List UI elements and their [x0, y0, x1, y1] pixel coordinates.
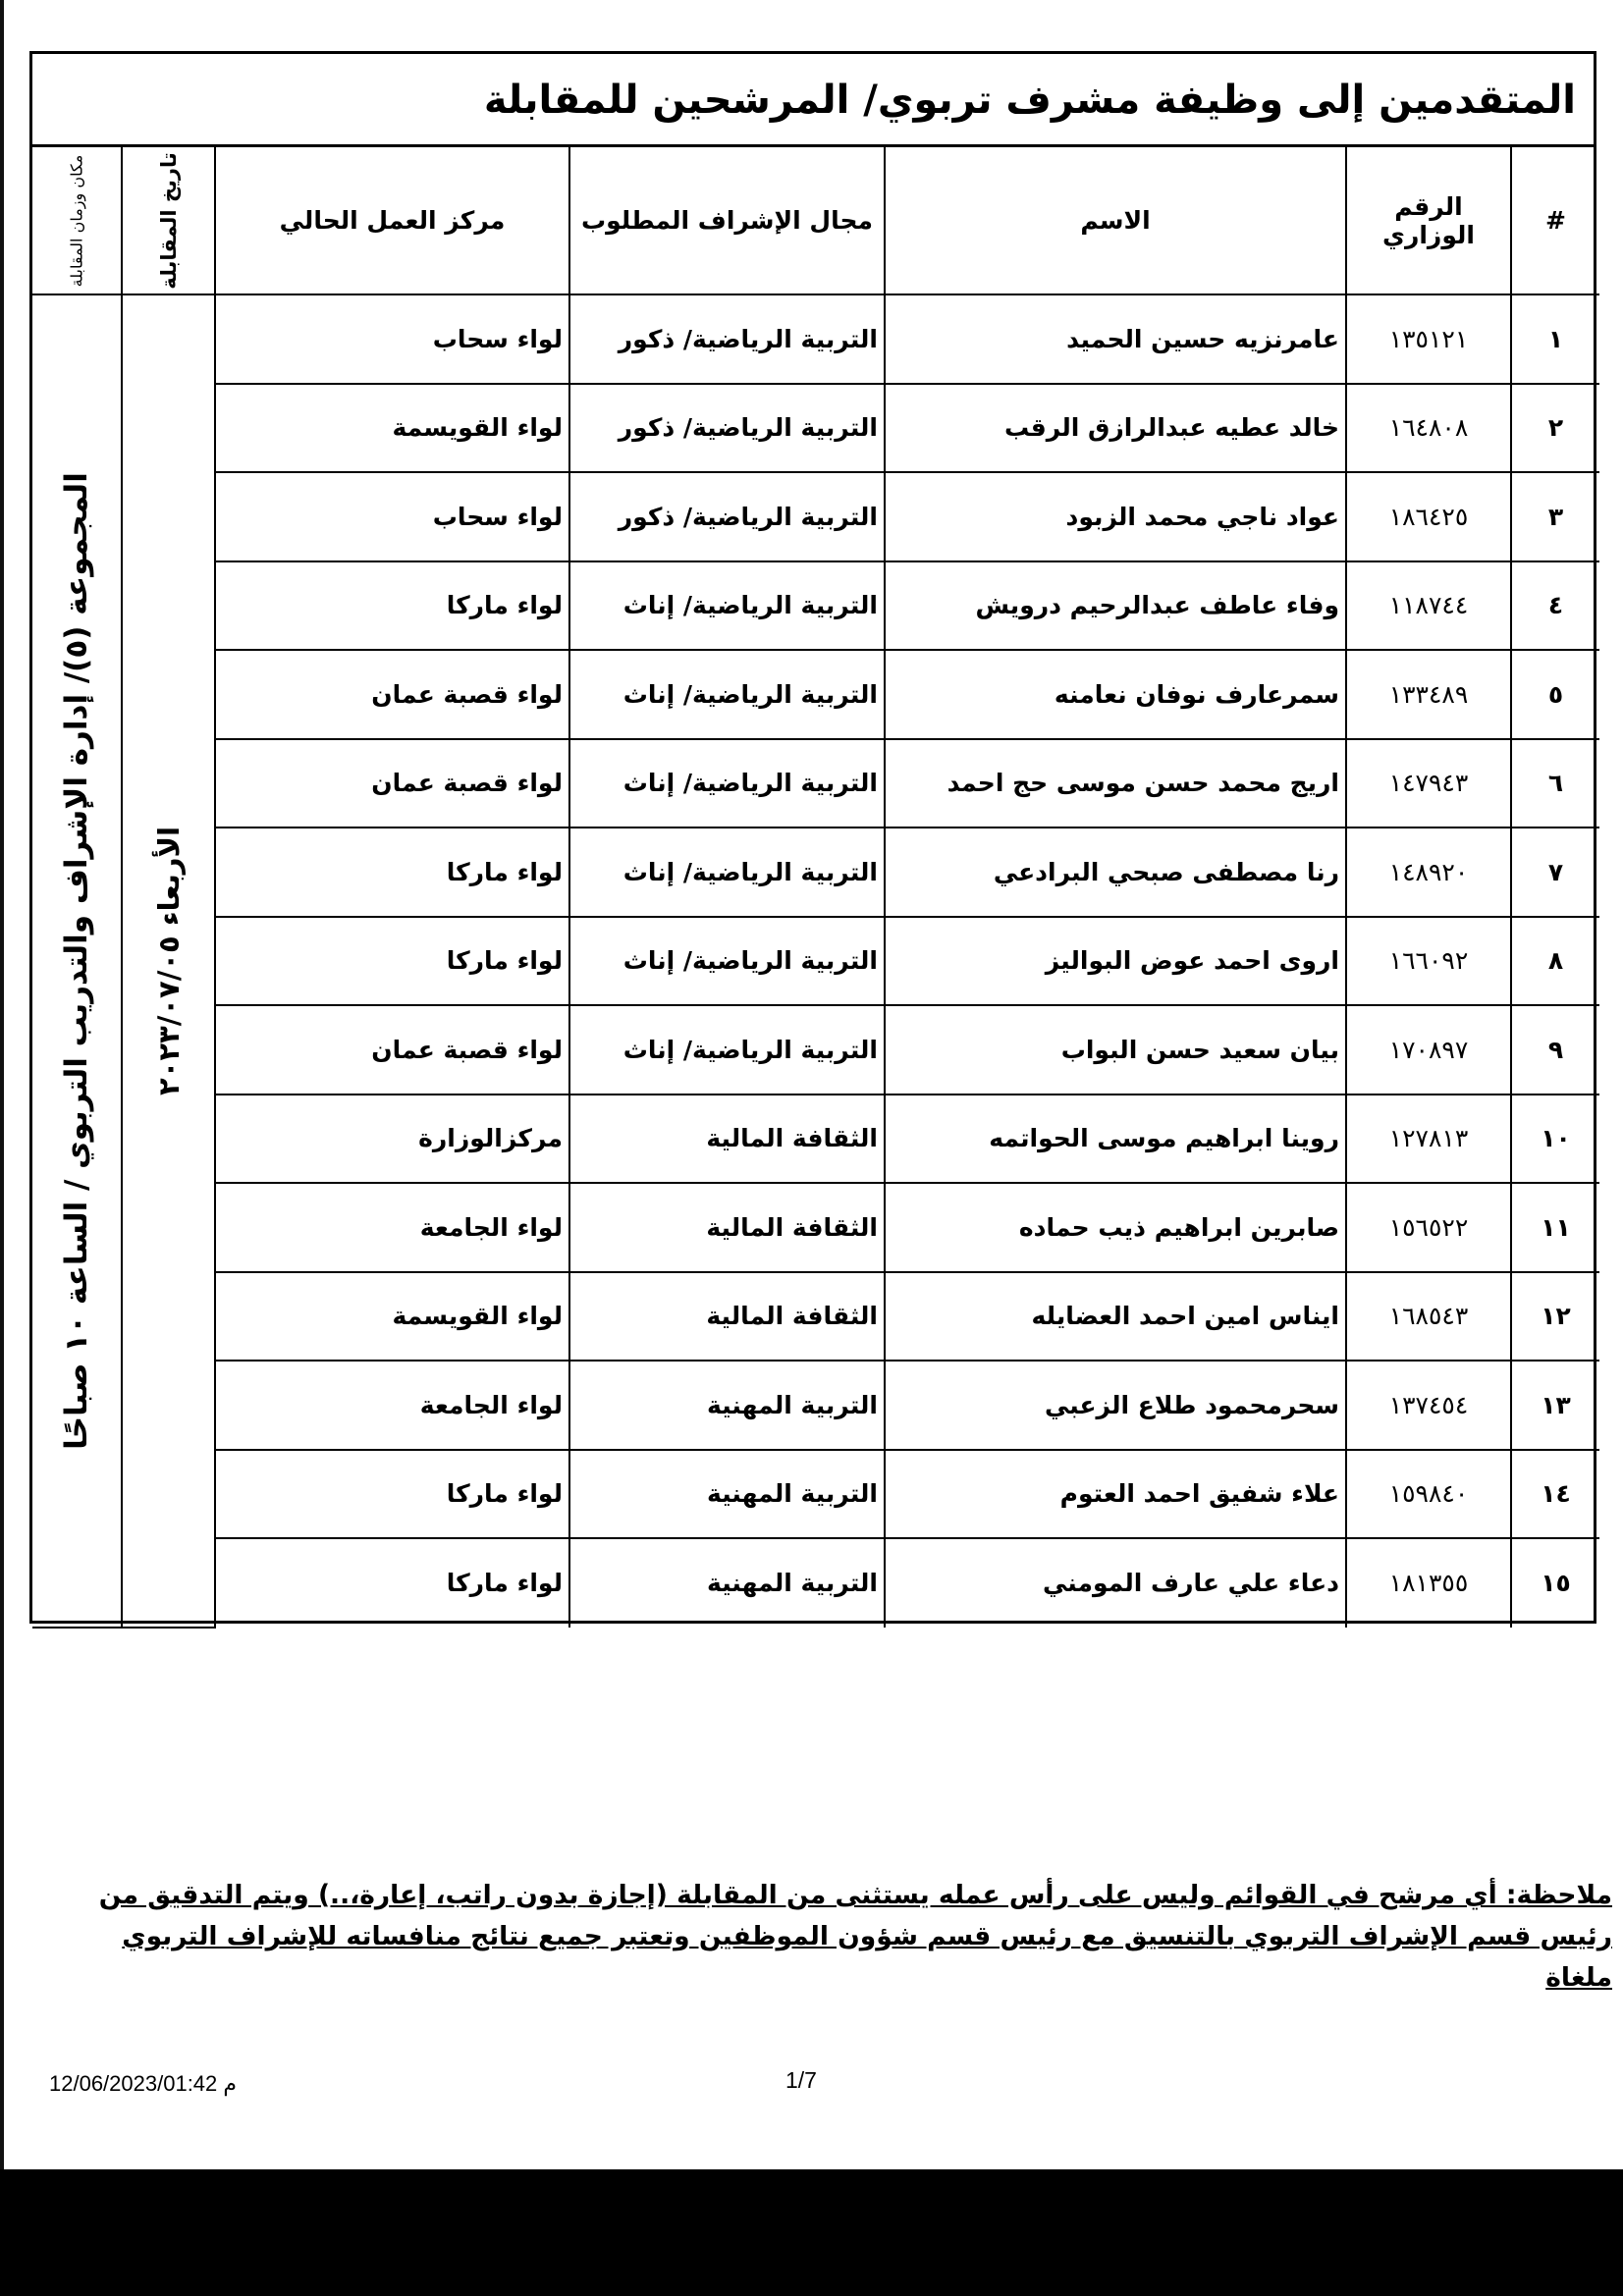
header-workplace: مركز العمل الحالي	[215, 147, 569, 294]
row-ministry-id: ١٥٦٥٢٢	[1346, 1183, 1511, 1272]
table-row	[32, 1005, 1599, 1095]
row-workplace: لواء القويسمة	[215, 384, 569, 473]
row-name: دعاء علي عارف المومني	[885, 1538, 1346, 1628]
row-field: التربية الرياضية/ إناث	[569, 1005, 885, 1095]
row-num: ٥	[1511, 650, 1599, 739]
row-name: رنا مصطفى صبحي البرادعي	[885, 828, 1346, 917]
row-field: التربية الرياضية/ ذكور	[569, 294, 885, 384]
row-workplace: لواء الجامعة	[215, 1361, 569, 1450]
table-row	[32, 828, 1599, 917]
row-workplace: مركزالوزارة	[215, 1095, 569, 1184]
row-field: التربية المهنية	[569, 1538, 885, 1628]
row-name: عامرنزيه حسين الحميد	[885, 294, 1346, 384]
row-ministry-id: ١٦٤٨٠٨	[1346, 384, 1511, 473]
scan-edge	[0, 0, 4, 2296]
page-number: 1/7	[785, 2067, 817, 2093]
row-field: الثقافة المالية	[569, 1183, 885, 1272]
table-row	[32, 1272, 1599, 1362]
row-workplace: لواء ماركا	[215, 828, 569, 917]
table-row	[32, 384, 1599, 473]
table-row	[32, 1538, 1599, 1628]
row-workplace: لواء قصبة عمان	[215, 650, 569, 739]
header-row	[32, 147, 1599, 294]
row-num: ٨	[1511, 917, 1599, 1006]
row-workplace: لواء القويسمة	[215, 1272, 569, 1362]
table-row	[32, 294, 1599, 384]
row-num: ١٢	[1511, 1272, 1599, 1362]
row-num: ١١	[1511, 1183, 1599, 1272]
row-ministry-id: ١٣٥١٢١	[1346, 294, 1511, 384]
row-ministry-id: ١٣٧٤٥٤	[1346, 1361, 1511, 1450]
row-field: التربية الرياضية/ إناث	[569, 739, 885, 828]
row-name: عواد ناجي محمد الزبود	[885, 472, 1346, 561]
row-name: روينا ابراهيم موسى الحواتمه	[885, 1095, 1346, 1184]
header-interview-date-cell	[122, 147, 215, 294]
row-num: ١	[1511, 294, 1599, 384]
note-paragraph: ملاحظة: أي مرشح في القوائم وليس على رأس عمله يستثنى من المقابلة (إجازة بدون راتب، إعارة،..) ويتم التدقيق من رئيس قسم الإشراف التربوي بالتنسيق مع رئيس قسم شؤون الموظفين وتعتبر جميع نتائج منافساته للإشراف التربوي ملغاة	[98, 1880, 1612, 1993]
row-workplace: لواء قصبة عمان	[215, 1005, 569, 1095]
table-row	[32, 739, 1599, 828]
row-name: ايناس امين احمد العضايله	[885, 1272, 1346, 1362]
row-ministry-id: ١٤٧٩٤٣	[1346, 739, 1511, 828]
row-ministry-id: ١٤٨٩٢٠	[1346, 828, 1511, 917]
candidates-frame	[29, 51, 1596, 1624]
row-num: ٤	[1511, 561, 1599, 651]
table-row	[32, 917, 1599, 1006]
table-row	[32, 561, 1599, 651]
row-field: التربية الرياضية/ إناث	[569, 828, 885, 917]
row-num: ١٥	[1511, 1538, 1599, 1628]
table-row	[32, 472, 1599, 561]
row-field: التربية الرياضية/ إناث	[569, 650, 885, 739]
row-ministry-id: ١١٨٧٤٤	[1346, 561, 1511, 651]
table-row	[32, 650, 1599, 739]
table-row	[32, 1095, 1599, 1184]
row-workplace: لواء ماركا	[215, 561, 569, 651]
row-ministry-id: ١٢٧٨١٣	[1346, 1095, 1511, 1184]
row-field: التربية الرياضية/ ذكور	[569, 472, 885, 561]
row-workplace: لواء ماركا	[215, 1450, 569, 1539]
row-num: ١٠	[1511, 1095, 1599, 1184]
row-num: ٩	[1511, 1005, 1599, 1095]
row-ministry-id: ١٦٨٥٤٣	[1346, 1272, 1511, 1362]
row-field: التربية الرياضية/ إناث	[569, 561, 885, 651]
row-num: ٣	[1511, 472, 1599, 561]
header-name: الاسم	[885, 147, 1346, 294]
interview-date: الأربعاء ٢٠٢٣/٠٧/٠٥	[151, 826, 186, 1095]
row-workplace: لواء قصبة عمان	[215, 739, 569, 828]
row-name: اريج محمد حسن موسى حج احمد	[885, 739, 1346, 828]
row-ministry-id: ١٨٦٤٢٥	[1346, 472, 1511, 561]
row-name: صابرين ابراهيم ذيب حماده	[885, 1183, 1346, 1272]
table-row	[32, 1450, 1599, 1539]
row-workplace: لواء الجامعة	[215, 1183, 569, 1272]
header-place-time-cell	[32, 147, 122, 294]
row-name: سمرعارف نوفان نعامنه	[885, 650, 1346, 739]
row-name: اروى احمد عوض البواليز	[885, 917, 1346, 1006]
header-interview-date: تاريخ المقابلة	[156, 151, 181, 290]
interview-date-cell	[122, 294, 215, 1628]
row-workplace: لواء ماركا	[215, 917, 569, 1006]
row-field: التربية المهنية	[569, 1450, 885, 1539]
row-name: سحرمحمود طلاع الزعبي	[885, 1361, 1346, 1450]
interview-place-time: المجموعة (٥)/ إدارة الإشراف والتدريب التربوي / الساعة ١٠ صباحًا	[59, 471, 94, 1450]
interview-place-time-cell	[32, 294, 122, 1628]
header-place-time: مكان وزمان المقابلة	[67, 154, 86, 287]
row-field: التربية الرياضية/ ذكور	[569, 384, 885, 473]
table-row	[32, 1361, 1599, 1450]
row-name: خالد عطيه عبدالرازق الرقب	[885, 384, 1346, 473]
row-ministry-id: ١٣٣٤٨٩	[1346, 650, 1511, 739]
row-field: التربية الرياضية/ إناث	[569, 917, 885, 1006]
header-ministry-id: الرقم الوزاري	[1346, 147, 1511, 294]
row-field: الثقافة المالية	[569, 1272, 885, 1362]
row-ministry-id: ١٧٠٨٩٧	[1346, 1005, 1511, 1095]
page-title: المتقدمين إلى وظيفة مشرف تربوي/ المرشحين للمقابلة	[32, 54, 1594, 147]
row-num: ١٤	[1511, 1450, 1599, 1539]
row-ministry-id: ١٥٩٨٤٠	[1346, 1450, 1511, 1539]
row-workplace: لواء ماركا	[215, 1538, 569, 1628]
table-row	[32, 1183, 1599, 1272]
row-workplace: لواء سحاب	[215, 472, 569, 561]
row-num: ٢	[1511, 384, 1599, 473]
row-ministry-id: ١٨١٣٥٥	[1346, 1538, 1511, 1628]
row-num: ٧	[1511, 828, 1599, 917]
row-name: علاء شفيق احمد العتوم	[885, 1450, 1346, 1539]
row-workplace: لواء سحاب	[215, 294, 569, 384]
row-ministry-id: ١٦٦٠٩٢	[1346, 917, 1511, 1006]
row-field: الثقافة المالية	[569, 1095, 885, 1184]
row-num: ١٣	[1511, 1361, 1599, 1450]
header-field: مجال الإشراف المطلوب	[569, 147, 885, 294]
row-name: وفاء عاطف عبدالرحيم درويش	[885, 561, 1346, 651]
print-timestamp: 12/06/2023/01:42 م	[49, 2071, 238, 2096]
row-field: التربية المهنية	[569, 1361, 885, 1450]
header-num: #	[1511, 147, 1599, 294]
row-name: بيان سعيد حسن البواب	[885, 1005, 1346, 1095]
row-num: ٦	[1511, 739, 1599, 828]
scan-bottom-bar	[0, 2169, 1623, 2296]
candidates-table	[32, 147, 1599, 1629]
